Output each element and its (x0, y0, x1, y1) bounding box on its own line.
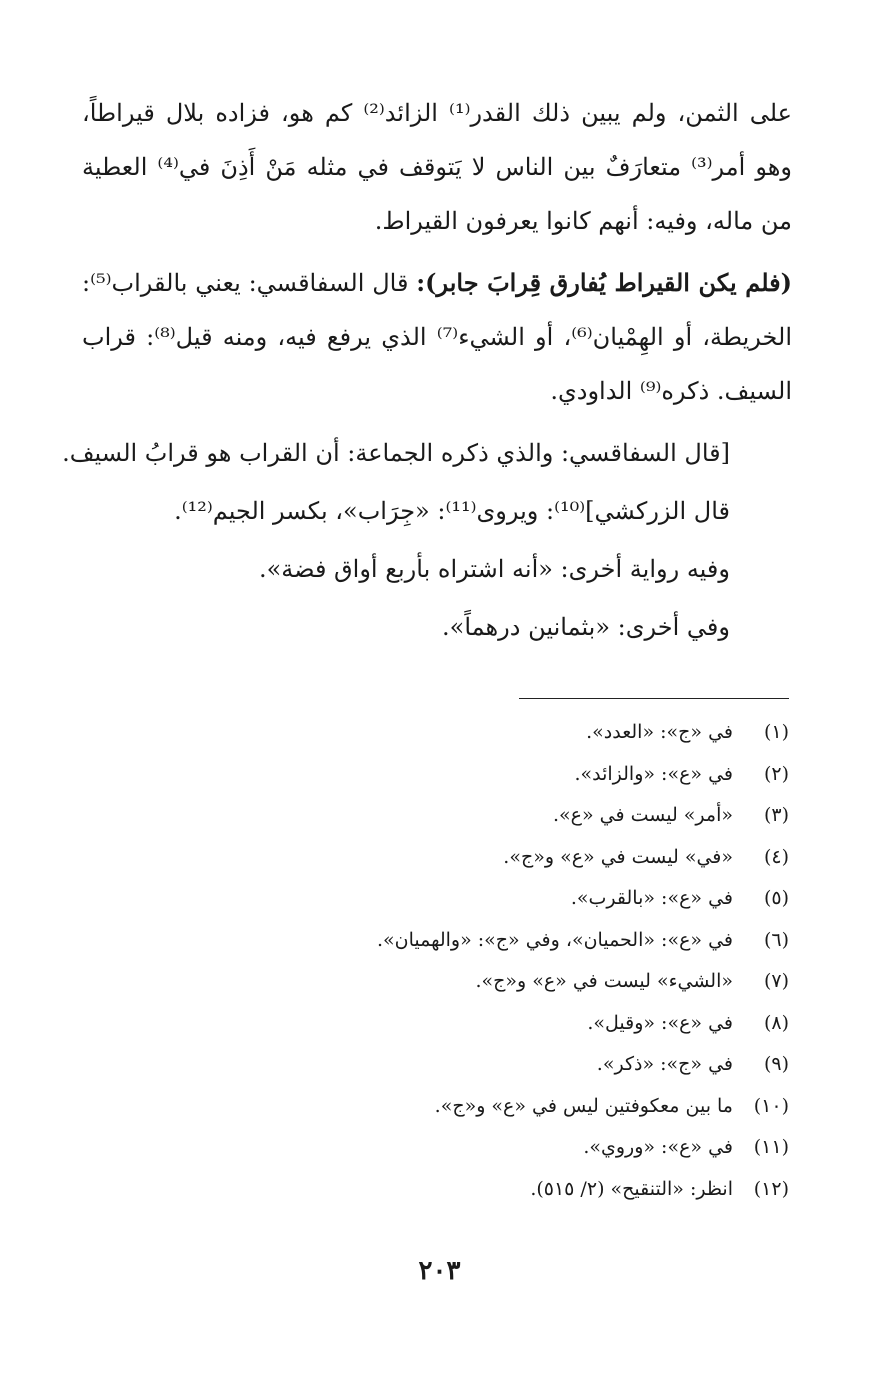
footnote-number: (٥) (763, 887, 789, 909)
footnote-number: (٦) (763, 928, 789, 951)
footnote-text: في «ج»: «ذكر». (596, 1053, 733, 1075)
footnote-text: «في» ليست في «ع» و«ج». (503, 845, 733, 868)
footnote-text: «أمر» ليست في «ع». (553, 804, 733, 826)
footnote-text: في «ع»: «وروي». (583, 1136, 733, 1158)
quote-line-4: وفي أخرى: «بثمانين درهماً». (442, 613, 730, 641)
footnote-number: (١٠) (753, 1094, 789, 1117)
footnote-text: ما بين معكوفتين ليس في «ع» و«ج». (434, 1094, 733, 1117)
footnote (89, 712, 789, 754)
footnote-text: في «ج»: «العدد». (586, 721, 733, 743)
paragraph-2-lead: (فلم يكن القيراط يُفارق قِرابَ جابر): (416, 268, 792, 297)
footnote-text: انظر: «التنقيح» (٢/ ٥١٥). (530, 1177, 733, 1200)
footnote-text: في «ع»: «الحميان»، وفي «ج»: «والهميان». (376, 928, 733, 951)
footnote (89, 920, 789, 962)
footnote-number: (٣) (763, 804, 789, 826)
footnote-text: «الشيء» ليست في «ع» و«ج». (475, 970, 733, 992)
footnote-text: في «ع»: «بالقرب». (570, 887, 733, 909)
main-text (62, 86, 793, 656)
footnote-number: (٩) (763, 1053, 789, 1075)
footnote (89, 837, 789, 879)
footnote (89, 795, 789, 837)
paragraph-1: على الثمن، ولم يبين ذلك القدر⁽¹⁾ الزائد⁽²⁾ كم هو، فزاده بلال قيراطاً، وهو أمر⁽³⁾ متعارَفٌ بين الناس لا يَتوقف في مثله مَنْ أَذِنَ في⁽⁴⁾ العطية من ماله، وفيه: أنهم كانوا يعرفون القيراط. (82, 99, 793, 235)
footnote-number: (٤) (763, 845, 789, 868)
footnote-number: (٧) (763, 970, 789, 992)
footnote-number: (١١) (753, 1136, 789, 1158)
footnote (89, 1044, 789, 1086)
footnote-separator (519, 698, 789, 699)
quote-line-3: وفيه رواية أخرى: «أنه اشتراه بأربع أواق فضة». (258, 555, 730, 583)
footnote-number: (١٢) (753, 1177, 789, 1200)
footnote-number: (١) (763, 721, 789, 743)
footnote (89, 878, 789, 920)
paragraph-2 (82, 256, 792, 418)
footnote-text: في «ع»: «وقيل». (587, 1011, 733, 1034)
footnote (89, 754, 789, 796)
footnote (89, 1003, 789, 1045)
quote-block (62, 424, 792, 656)
footnote (89, 1127, 789, 1169)
paragraph-2-rest: قال السفاقسي: يعني بالقراب⁽⁵⁾: الخريطة، أو الهِمْيان⁽⁶⁾، أو الشيء⁽⁷⁾ الذي يرفع فيه، ومنه قيل⁽⁸⁾: قراب السيف. ذكره⁽⁹⁾ الداودي. (82, 269, 793, 405)
footnote (89, 961, 789, 1003)
footnote (89, 1086, 789, 1128)
footnote (89, 1169, 789, 1211)
quote-line-2: قال الزركشي]⁽¹⁰⁾: ويروى⁽¹¹⁾: «جِرَاب»، بكسر الجيم⁽¹²⁾. (174, 497, 730, 525)
footnote-number: (٢) (763, 762, 789, 785)
footnote-text: في «ع»: «والزائد». (574, 762, 733, 785)
footnote-number: (٨) (763, 1011, 789, 1034)
quote-line-1: [قال السفاقسي: والذي ذكره الجماعة: أن القراب هو قرابُ السيف. (62, 439, 730, 467)
footnotes-list (89, 712, 789, 1210)
page-number: ٢٠٣ (418, 1256, 461, 1286)
